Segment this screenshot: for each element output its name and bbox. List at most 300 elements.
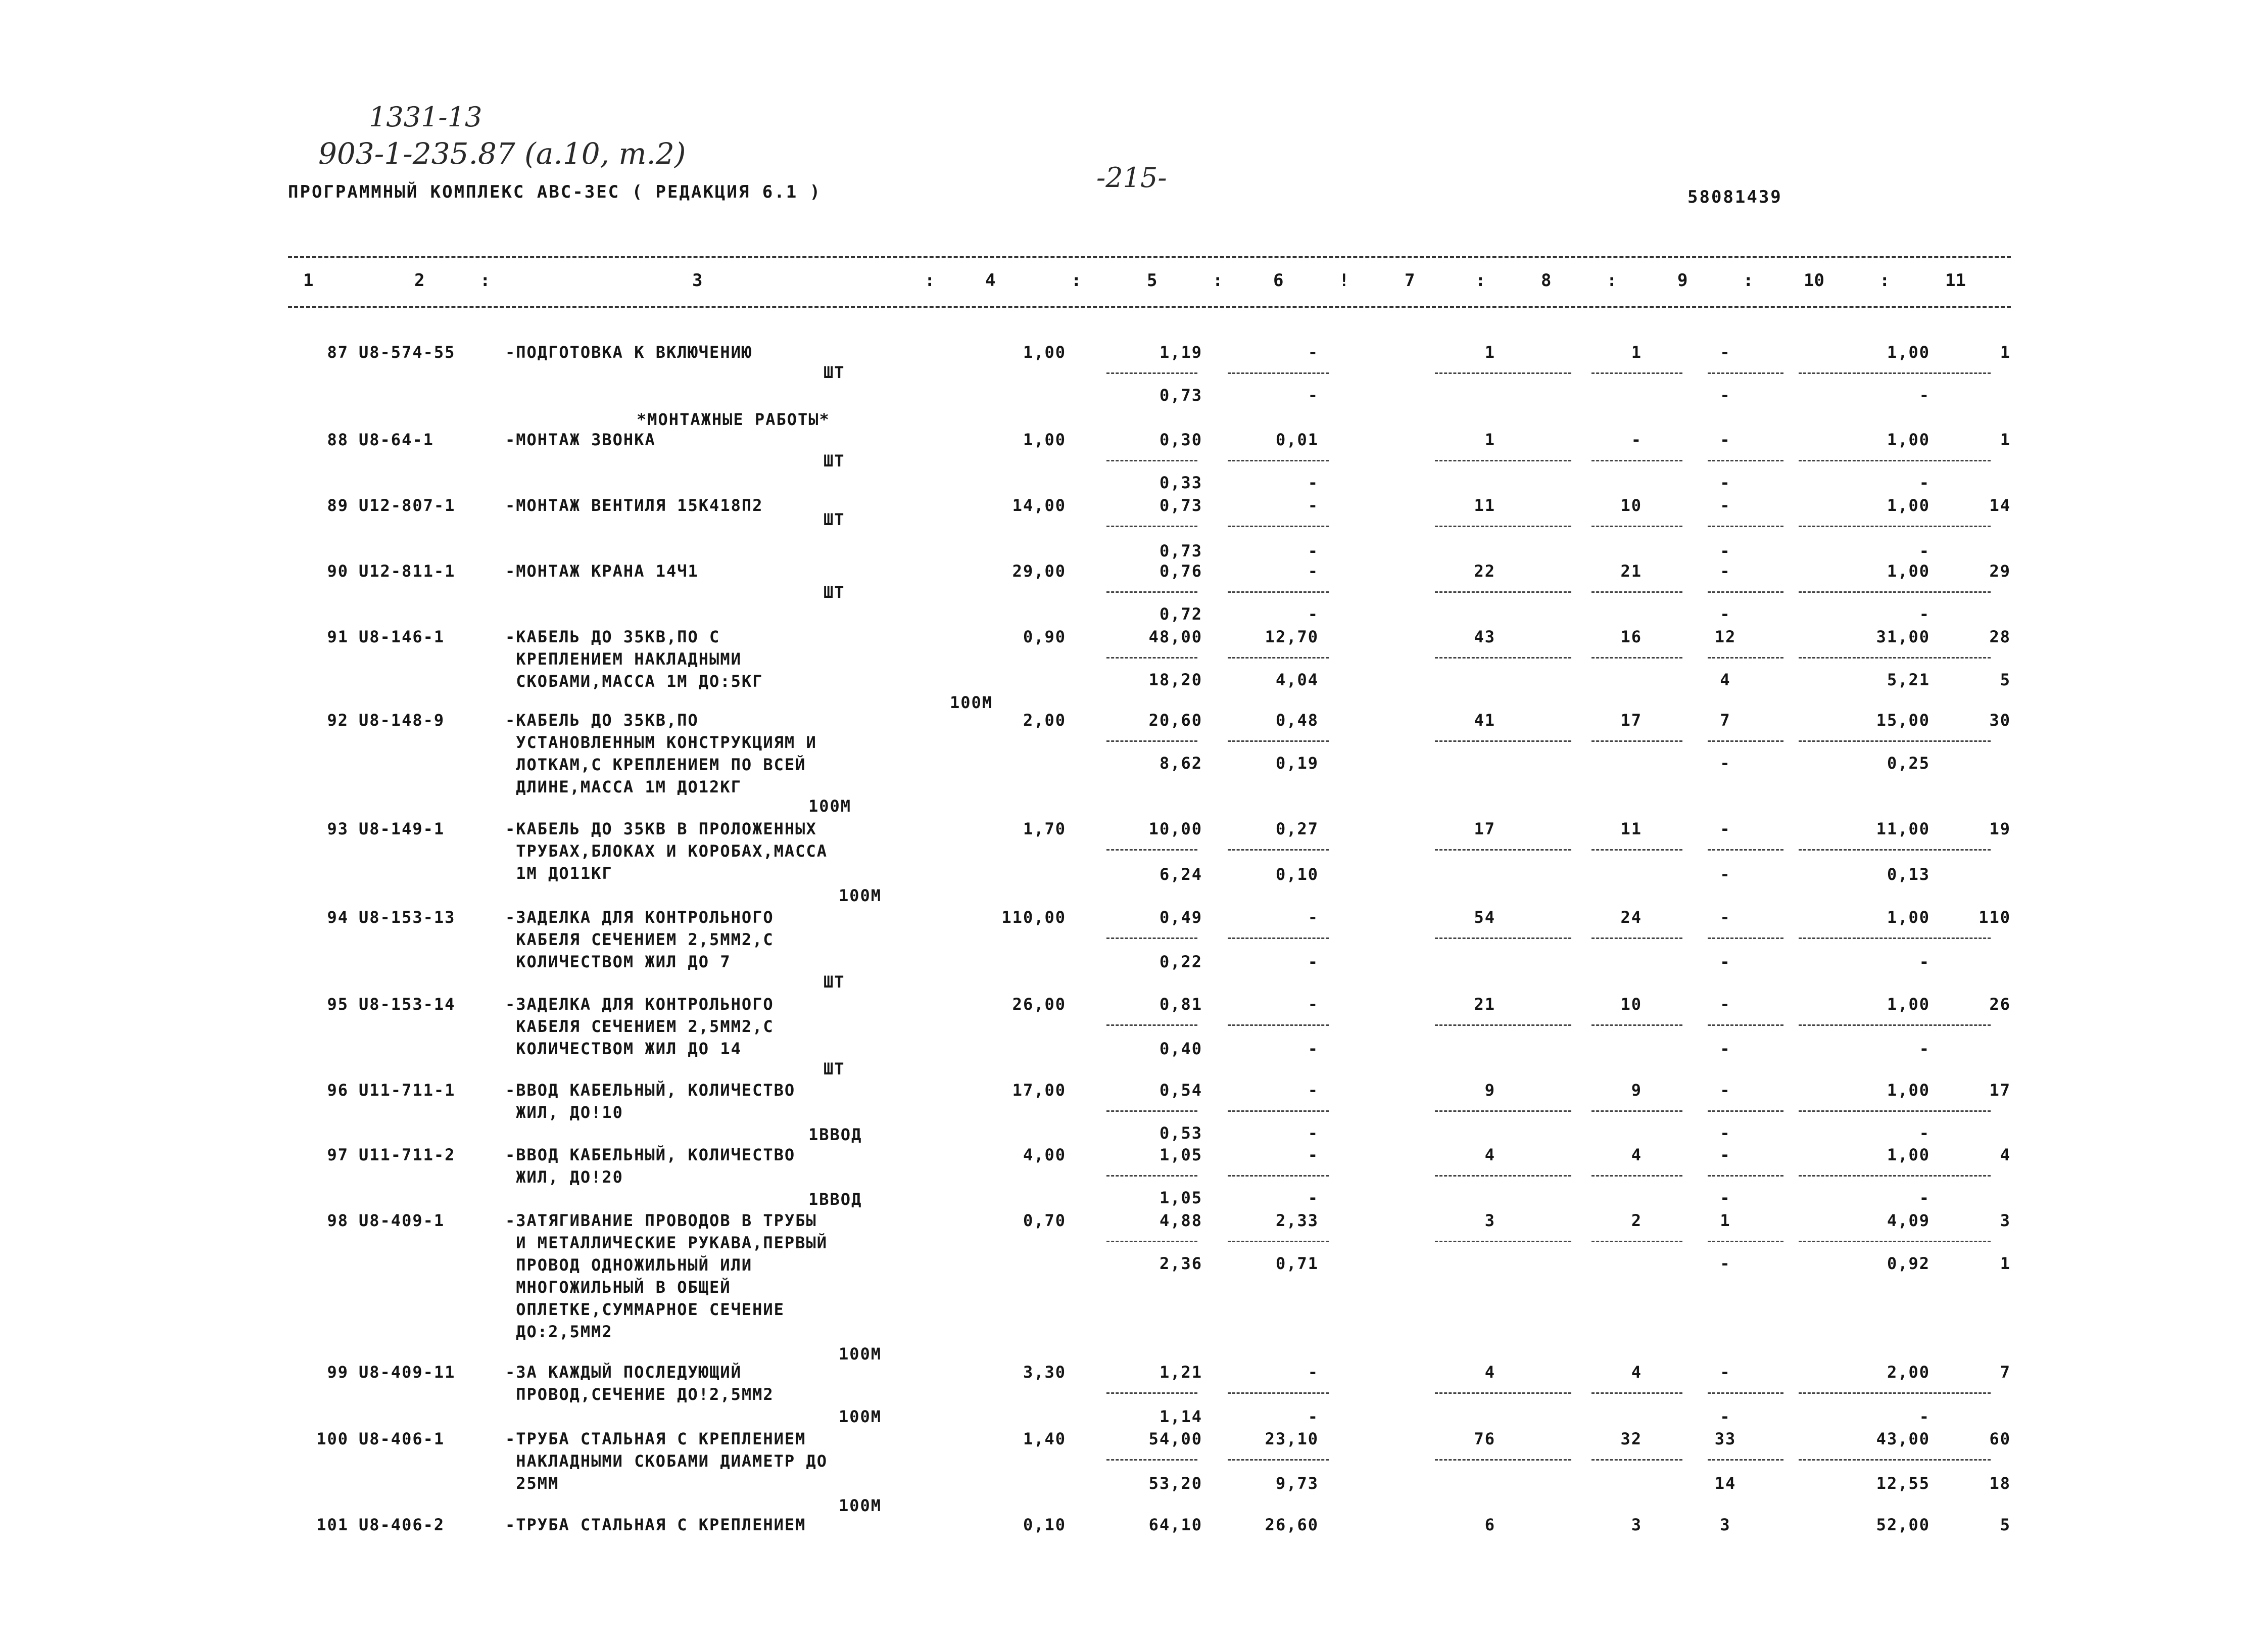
cell-8: 4 bbox=[1631, 1363, 1642, 1382]
row-code: U8-406-2 bbox=[359, 1515, 445, 1534]
row-unit: 100М bbox=[808, 796, 852, 816]
cell-11: 28 bbox=[1989, 627, 2011, 646]
separator-line bbox=[1228, 740, 1329, 742]
cell-5: 54,00 bbox=[1148, 1429, 1202, 1448]
cell-4: 2,00 bbox=[1023, 711, 1066, 730]
separator-line bbox=[1708, 1392, 1783, 1394]
row-description: -КАБЕЛЬ ДО 35КВ В ПРОЛОЖЕННЫХ ТРУБАХ,БЛОКАХ И КОРОБАХ,МАССА 1М ДО11КГ bbox=[505, 819, 828, 883]
cell-6b: - bbox=[1308, 1039, 1319, 1058]
separator-line bbox=[1106, 1024, 1197, 1026]
row-description: -МОНТАЖ КРАНА 14Ч1 bbox=[505, 561, 699, 581]
cell-9b: - bbox=[1720, 1123, 1731, 1143]
cell-9b: - bbox=[1720, 1254, 1731, 1273]
cell-10: 1,00 bbox=[1887, 561, 1930, 581]
row-number: 87 bbox=[327, 343, 349, 362]
separator-line bbox=[1799, 591, 1991, 593]
col-11: 11 bbox=[1945, 270, 1966, 291]
cell-10: 15,00 bbox=[1876, 711, 1930, 730]
col-9: 9 bbox=[1677, 270, 1688, 291]
cell-7: 3 bbox=[1484, 1211, 1495, 1230]
cell-6b: 0,10 bbox=[1275, 865, 1319, 884]
separator-line bbox=[1591, 1110, 1682, 1112]
separator-line bbox=[1435, 460, 1571, 461]
cell-10: 1,00 bbox=[1887, 343, 1930, 362]
cell-11: 7 bbox=[2000, 1363, 2011, 1382]
cell-10: 52,00 bbox=[1876, 1515, 1930, 1534]
row-number: 100 bbox=[316, 1429, 349, 1448]
col-2: 2 bbox=[414, 270, 425, 291]
cell-8: 9 bbox=[1631, 1081, 1642, 1100]
cell-11b: 5 bbox=[2000, 670, 2011, 689]
cell-4: 3,30 bbox=[1023, 1363, 1066, 1382]
cell-6: 0,27 bbox=[1275, 819, 1319, 838]
cell-5: 4,88 bbox=[1159, 1211, 1202, 1230]
cell-8: 21 bbox=[1620, 561, 1642, 581]
cell-5b: 18,20 bbox=[1148, 670, 1202, 689]
separator-line bbox=[1435, 1110, 1571, 1112]
cell-4: 29,00 bbox=[1012, 561, 1066, 581]
cell-6: - bbox=[1308, 908, 1319, 927]
separator-line bbox=[1228, 1392, 1329, 1394]
cell-10: 1,00 bbox=[1887, 995, 1930, 1014]
row-number: 93 bbox=[327, 819, 349, 838]
cell-5b: 0,72 bbox=[1159, 604, 1202, 624]
cell-8: 4 bbox=[1631, 1145, 1642, 1164]
cell-7: 17 bbox=[1474, 819, 1495, 838]
row-unit: ШТ bbox=[824, 363, 845, 382]
cell-4: 26,00 bbox=[1012, 995, 1066, 1014]
cell-10b: 5,21 bbox=[1887, 670, 1930, 689]
separator-line bbox=[1228, 460, 1329, 461]
cell-5: 10,00 bbox=[1148, 819, 1202, 838]
cell-9b: - bbox=[1720, 1039, 1731, 1058]
row-code: U12-807-1 bbox=[359, 496, 456, 515]
row-description: -МОНТАЖ ЗВОНКА bbox=[505, 430, 656, 449]
row-code: U8-148-9 bbox=[359, 711, 445, 730]
row-description: -ЗА КАЖДЫЙ ПОСЛЕДУЮЩИЙ ПРОВОД,СЕЧЕНИЕ ДО!2,5ММ2 bbox=[505, 1363, 774, 1404]
cell-10: 31,00 bbox=[1876, 627, 1930, 646]
cell-10: 2,00 bbox=[1887, 1363, 1930, 1382]
row-number: 97 bbox=[327, 1145, 349, 1164]
cell-7: 43 bbox=[1474, 627, 1495, 646]
row-number: 92 bbox=[327, 711, 349, 730]
separator-line bbox=[1591, 849, 1682, 851]
cell-9: 1 bbox=[1720, 1211, 1731, 1230]
col-8: 8 bbox=[1541, 270, 1552, 291]
cell-5b: 0,53 bbox=[1159, 1123, 1202, 1143]
col-6: 6 bbox=[1273, 270, 1284, 291]
separator-line bbox=[1106, 740, 1197, 742]
separator-line bbox=[1799, 1024, 1991, 1026]
row-description: -ЗАТЯГИВАНИЕ ПРОВОДОВ В ТРУБЫ И МЕТАЛЛИЧЕСКИЕ РУКАВА,ПЕРВЫЙ ПРОВОД ОДНОЖИЛЬНЫЙ ИЛИ МНОГОЖИЛЬНЫЙ В ОБЩЕЙ ОПЛЕТКЕ,СУММАРНОЕ СЕЧЕНИЕ ДО:2,5ММ2 bbox=[505, 1211, 828, 1341]
row-number: 96 bbox=[327, 1081, 349, 1100]
cell-10b: 0,25 bbox=[1887, 754, 1930, 773]
cell-9: 3 bbox=[1720, 1515, 1731, 1534]
cell-6b: - bbox=[1308, 604, 1319, 624]
cell-9: 33 bbox=[1714, 1429, 1736, 1448]
row-unit: 100М bbox=[839, 1496, 882, 1515]
cell-8: 32 bbox=[1620, 1429, 1642, 1448]
document-code: 58081439 bbox=[1687, 187, 1782, 207]
cell-11b: 1 bbox=[2000, 1254, 2011, 1273]
cell-7: 21 bbox=[1474, 995, 1495, 1014]
cell-4: 17,00 bbox=[1012, 1081, 1066, 1100]
row-description: -КАБЕЛЬ ДО 35КВ,ПО С КРЕПЛЕНИЕМ НАКЛАДНЫМИ СКОБАМИ,МАССА 1М ДО:5КГ bbox=[505, 627, 763, 691]
cell-6b: - bbox=[1308, 952, 1319, 971]
separator-line bbox=[1799, 1110, 1991, 1112]
row-code: U8-409-11 bbox=[359, 1363, 456, 1382]
cell-6: - bbox=[1308, 1363, 1319, 1382]
cell-5b: 8,62 bbox=[1159, 754, 1202, 773]
cell-10b: - bbox=[1919, 1123, 1930, 1143]
cell-11: 19 bbox=[1989, 819, 2011, 838]
cell-6: 0,48 bbox=[1275, 711, 1319, 730]
cell-6: 2,33 bbox=[1275, 1211, 1319, 1230]
row-number: 98 bbox=[327, 1211, 349, 1230]
cell-7: 76 bbox=[1474, 1429, 1495, 1448]
cell-5: 64,10 bbox=[1148, 1515, 1202, 1534]
separator-line bbox=[1435, 1459, 1571, 1461]
separator-line bbox=[1228, 937, 1329, 939]
cell-5: 0,81 bbox=[1159, 995, 1202, 1014]
row-unit: ШТ bbox=[824, 451, 845, 471]
cell-6b: - bbox=[1308, 1188, 1319, 1207]
separator-line bbox=[1799, 849, 1991, 851]
cell-7: 4 bbox=[1484, 1363, 1495, 1382]
cell-9: 7 bbox=[1720, 711, 1731, 730]
cell-8: 16 bbox=[1620, 627, 1642, 646]
cell-11: 5 bbox=[2000, 1515, 2011, 1534]
separator-line bbox=[1591, 1175, 1682, 1177]
separator-line bbox=[1435, 1392, 1571, 1394]
cell-4: 14,00 bbox=[1012, 496, 1066, 515]
row-unit: 100М bbox=[950, 693, 993, 712]
separator-line bbox=[1435, 591, 1571, 593]
separator-line bbox=[1591, 591, 1682, 593]
separator-line bbox=[1708, 740, 1783, 742]
cell-9: - bbox=[1720, 1081, 1731, 1100]
cell-9: - bbox=[1720, 819, 1731, 838]
cell-6b: 9,73 bbox=[1275, 1474, 1319, 1493]
separator-line bbox=[1799, 657, 1991, 659]
separator-line bbox=[1708, 526, 1783, 527]
separator-line bbox=[1106, 460, 1197, 461]
row-description: -ТРУБА СТАЛЬНАЯ С КРЕПЛЕНИЕМ bbox=[505, 1515, 806, 1534]
cell-10b: - bbox=[1919, 1039, 1930, 1058]
row-number: 94 bbox=[327, 908, 349, 927]
row-code: U11-711-1 bbox=[359, 1081, 456, 1100]
separator-line bbox=[1106, 937, 1197, 939]
cell-6: 26,60 bbox=[1265, 1515, 1319, 1534]
cell-9: - bbox=[1720, 561, 1731, 581]
cell-5: 0,54 bbox=[1159, 1081, 1202, 1100]
cell-10: 1,00 bbox=[1887, 1145, 1930, 1164]
separator-line bbox=[1591, 1024, 1682, 1026]
cell-5: 1,05 bbox=[1159, 1145, 1202, 1164]
cell-5: 0,76 bbox=[1159, 561, 1202, 581]
separator-line bbox=[1228, 591, 1329, 593]
cell-9: - bbox=[1720, 995, 1731, 1014]
separator-line bbox=[1106, 657, 1197, 659]
cell-11: 4 bbox=[2000, 1145, 2011, 1164]
separator-line bbox=[1591, 1241, 1682, 1242]
cell-9b: 14 bbox=[1714, 1474, 1736, 1493]
page-number: -215- bbox=[1096, 162, 1167, 194]
separator-line bbox=[1591, 372, 1682, 374]
cell-10: 1,00 bbox=[1887, 496, 1930, 515]
cell-8: 17 bbox=[1620, 711, 1642, 730]
separator-line bbox=[1708, 657, 1783, 659]
row-code: U12-811-1 bbox=[359, 561, 456, 581]
separator-line bbox=[1708, 460, 1783, 461]
separator-line bbox=[1591, 460, 1682, 461]
cell-7: 22 bbox=[1474, 561, 1495, 581]
cell-6b: 0,71 bbox=[1275, 1254, 1319, 1273]
cell-11: 1 bbox=[2000, 343, 2011, 362]
cell-4: 1,00 bbox=[1023, 343, 1066, 362]
cell-5b: 1,14 bbox=[1159, 1407, 1202, 1426]
row-code: U8-153-13 bbox=[359, 908, 456, 927]
row-code: U8-64-1 bbox=[359, 430, 434, 449]
row-unit: 1ВВОД bbox=[808, 1190, 862, 1209]
separator-line bbox=[1708, 937, 1783, 939]
row-number: 91 bbox=[327, 627, 349, 646]
cell-5b: 0,40 bbox=[1159, 1039, 1202, 1058]
cell-6b: - bbox=[1308, 1123, 1319, 1143]
row-code: U8-574-55 bbox=[359, 343, 456, 362]
cell-8: 24 bbox=[1620, 908, 1642, 927]
separator-line bbox=[1799, 372, 1991, 374]
row-number: 90 bbox=[327, 561, 349, 581]
separator-line bbox=[1435, 740, 1571, 742]
cell-9b: - bbox=[1720, 386, 1731, 405]
cell-9b: - bbox=[1720, 865, 1731, 884]
cell-10b: - bbox=[1919, 952, 1930, 971]
cell-10: 43,00 bbox=[1876, 1429, 1930, 1448]
row-unit: 100М bbox=[839, 1344, 882, 1364]
cell-10: 11,00 bbox=[1876, 819, 1930, 838]
row-description: -ВВОД КАБЕЛЬНЫЙ, КОЛИЧЕСТВО ЖИЛ, ДО!20 bbox=[505, 1145, 796, 1187]
cell-9b: - bbox=[1720, 1407, 1731, 1426]
cell-5: 20,60 bbox=[1148, 711, 1202, 730]
cell-6: 0,01 bbox=[1275, 430, 1319, 449]
row-description: -ТРУБА СТАЛЬНАЯ С КРЕПЛЕНИЕМ НАКЛАДНЫМИ СКОБАМИ ДИАМЕТР ДО 25ММ bbox=[505, 1429, 828, 1493]
cell-6: - bbox=[1308, 1081, 1319, 1100]
cell-10b: 0,92 bbox=[1887, 1254, 1930, 1273]
separator-line bbox=[1435, 657, 1571, 659]
row-description: -ЗАДЕЛКА ДЛЯ КОНТРОЛЬНОГО КАБЕЛЯ СЕЧЕНИЕМ 2,5ММ2,С КОЛИЧЕСТВОМ ЖИЛ ДО 7 bbox=[505, 908, 774, 971]
cell-4: 0,70 bbox=[1023, 1211, 1066, 1230]
separator-line bbox=[1799, 1241, 1991, 1242]
cell-9b: - bbox=[1720, 604, 1731, 624]
separator-line bbox=[1591, 1459, 1682, 1461]
cell-7: 1 bbox=[1484, 430, 1495, 449]
cell-7: 1 bbox=[1484, 343, 1495, 362]
cell-9: - bbox=[1720, 1145, 1731, 1164]
separator-line bbox=[1228, 1110, 1329, 1112]
cell-8: 2 bbox=[1631, 1211, 1642, 1230]
handwritten-top-number: 1331-13 bbox=[369, 101, 482, 133]
separator-line bbox=[1228, 657, 1329, 659]
separator-line bbox=[1799, 740, 1991, 742]
separator-line bbox=[1435, 937, 1571, 939]
cell-4: 4,00 bbox=[1023, 1145, 1066, 1164]
cell-5: 0,30 bbox=[1159, 430, 1202, 449]
cell-5: 1,21 bbox=[1159, 1363, 1202, 1382]
cell-11: 17 bbox=[1989, 1081, 2011, 1100]
cell-7: 11 bbox=[1474, 496, 1495, 515]
cell-6b: - bbox=[1308, 1407, 1319, 1426]
cell-5b: 53,20 bbox=[1148, 1474, 1202, 1493]
col-10: 10 bbox=[1804, 270, 1824, 291]
row-description: -ВВОД КАБЕЛЬНЫЙ, КОЛИЧЕСТВО ЖИЛ, ДО!10 bbox=[505, 1081, 796, 1122]
row-number: 101 bbox=[316, 1515, 349, 1534]
handwritten-reference: 903-1-235.87 (а.10, т.2) bbox=[318, 136, 686, 171]
cell-5b: 1,05 bbox=[1159, 1188, 1202, 1207]
row-number: 95 bbox=[327, 995, 349, 1014]
cell-5: 48,00 bbox=[1148, 627, 1202, 646]
separator-line bbox=[1435, 1024, 1571, 1026]
separator-line bbox=[1708, 849, 1783, 851]
column-header: 1 2 : 3 : 4 : 5 : 6 ! 7 : 8 : 9 : 10 : 11 bbox=[288, 255, 2011, 311]
separator-line bbox=[1435, 1175, 1571, 1177]
cell-5b: 0,73 bbox=[1159, 541, 1202, 560]
separator-line bbox=[1106, 849, 1197, 851]
row-description: -МОНТАЖ ВЕНТИЛЯ 15К418П2 bbox=[505, 496, 763, 515]
cell-9b: - bbox=[1720, 754, 1731, 773]
cell-8: 10 bbox=[1620, 995, 1642, 1014]
cell-10b: - bbox=[1919, 604, 1930, 624]
separator-line bbox=[1799, 1459, 1991, 1461]
separator-line bbox=[1591, 526, 1682, 527]
separator-line bbox=[1228, 372, 1329, 374]
cell-10b: - bbox=[1919, 1407, 1930, 1426]
separator-line bbox=[1799, 526, 1991, 527]
cell-10b: 12,55 bbox=[1876, 1474, 1930, 1493]
cell-6: - bbox=[1308, 1145, 1319, 1164]
cell-7: 41 bbox=[1474, 711, 1495, 730]
separator-line bbox=[1708, 591, 1783, 593]
cell-7: 6 bbox=[1484, 1515, 1495, 1534]
separator-line bbox=[1435, 1241, 1571, 1242]
separator-line bbox=[1106, 526, 1197, 527]
cell-5b: 2,36 bbox=[1159, 1254, 1202, 1273]
cell-6b: - bbox=[1308, 541, 1319, 560]
separator-line bbox=[1435, 526, 1571, 527]
cell-7: 54 bbox=[1474, 908, 1495, 927]
cell-10b: - bbox=[1919, 386, 1930, 405]
separator-line bbox=[1708, 1459, 1783, 1461]
cell-9b: - bbox=[1720, 1188, 1731, 1207]
row-code: U8-406-1 bbox=[359, 1429, 445, 1448]
cell-10b: - bbox=[1919, 1188, 1930, 1207]
row-code: U8-149-1 bbox=[359, 819, 445, 838]
cell-6b: 0,19 bbox=[1275, 754, 1319, 773]
separator-line bbox=[1708, 1024, 1783, 1026]
cell-8: 3 bbox=[1631, 1515, 1642, 1534]
cell-9b: 4 bbox=[1720, 670, 1731, 689]
cell-11: 26 bbox=[1989, 995, 2011, 1014]
separator-line bbox=[1228, 849, 1329, 851]
cell-6: 12,70 bbox=[1265, 627, 1319, 646]
cell-5b: 0,33 bbox=[1159, 473, 1202, 492]
cell-4: 0,10 bbox=[1023, 1515, 1066, 1534]
row-number: 88 bbox=[327, 430, 349, 449]
separator-line bbox=[1435, 372, 1571, 374]
separator-line bbox=[1106, 1392, 1197, 1394]
separator-line bbox=[1228, 1241, 1329, 1242]
row-number: 89 bbox=[327, 496, 349, 515]
cell-6: - bbox=[1308, 496, 1319, 515]
cell-11: 29 bbox=[1989, 561, 2011, 581]
col-5: 5 bbox=[1147, 270, 1157, 291]
cell-10: 1,00 bbox=[1887, 430, 1930, 449]
separator-line bbox=[1228, 526, 1329, 527]
separator-line bbox=[1708, 1110, 1783, 1112]
col-1: 1 bbox=[303, 270, 314, 291]
separator-line bbox=[1591, 937, 1682, 939]
separator-line bbox=[1435, 849, 1571, 851]
separator-line bbox=[1106, 1241, 1197, 1242]
cell-8: 10 bbox=[1620, 496, 1642, 515]
cell-6b: - bbox=[1308, 386, 1319, 405]
cell-5b: 0,22 bbox=[1159, 952, 1202, 971]
section-title: *МОНТАЖНЫЕ РАБОТЫ* bbox=[637, 410, 830, 429]
cell-11: 60 bbox=[1989, 1429, 2011, 1448]
row-description: -ЗАДЕЛКА ДЛЯ КОНТРОЛЬНОГО КАБЕЛЯ СЕЧЕНИЕМ 2,5ММ2,С КОЛИЧЕСТВОМ ЖИЛ ДО 14 bbox=[505, 995, 774, 1058]
row-description: -КАБЕЛЬ ДО 35КВ,ПО УСТАНОВЛЕННЫМ КОНСТРУКЦИЯМ И ЛОТКАМ,С КРЕПЛЕНИЕМ ПО ВСЕЙ ДЛИНЕ,МАССА 1М ДО12КГ bbox=[505, 711, 817, 796]
separator-line bbox=[1799, 937, 1991, 939]
row-code: U8-409-1 bbox=[359, 1211, 445, 1230]
row-unit: 100М bbox=[839, 886, 882, 905]
cell-10b: - bbox=[1919, 541, 1930, 560]
cell-9b: - bbox=[1720, 952, 1731, 971]
cell-9b: - bbox=[1720, 541, 1731, 560]
col-3: 3 bbox=[692, 270, 703, 291]
cell-9: 12 bbox=[1714, 627, 1736, 646]
cell-6: - bbox=[1308, 995, 1319, 1014]
row-unit: ШТ bbox=[824, 510, 845, 529]
separator-line bbox=[1106, 1110, 1197, 1112]
cell-6b: 4,04 bbox=[1275, 670, 1319, 689]
separator-line bbox=[1106, 591, 1197, 593]
col-4: 4 bbox=[985, 270, 996, 291]
cell-6: 23,10 bbox=[1265, 1429, 1319, 1448]
separator-line bbox=[1708, 1175, 1783, 1177]
separator-line bbox=[1591, 1392, 1682, 1394]
row-unit: ШТ bbox=[824, 1059, 845, 1078]
cell-8: 11 bbox=[1620, 819, 1642, 838]
cell-9: - bbox=[1720, 1363, 1731, 1382]
cell-5: 0,49 bbox=[1159, 908, 1202, 927]
row-code: U8-153-14 bbox=[359, 995, 456, 1014]
separator-line bbox=[1228, 1175, 1329, 1177]
cell-9: - bbox=[1720, 430, 1731, 449]
separator-line bbox=[1106, 1459, 1197, 1461]
cell-5b: 0,73 bbox=[1159, 386, 1202, 405]
separator-line bbox=[1106, 372, 1197, 374]
row-description: -ПОДГОТОВКА К ВКЛЮЧЕНИЮ bbox=[505, 343, 753, 362]
separator-line bbox=[1708, 372, 1783, 374]
cell-11b: 18 bbox=[1989, 1474, 2011, 1493]
cell-11: 3 bbox=[2000, 1211, 2011, 1230]
separator-line bbox=[1106, 1175, 1197, 1177]
cell-8: - bbox=[1631, 430, 1642, 449]
cell-10b: 0,13 bbox=[1887, 865, 1930, 884]
row-unit: 100М bbox=[839, 1407, 882, 1426]
col-7: 7 bbox=[1405, 270, 1415, 291]
cell-11: 1 bbox=[2000, 430, 2011, 449]
